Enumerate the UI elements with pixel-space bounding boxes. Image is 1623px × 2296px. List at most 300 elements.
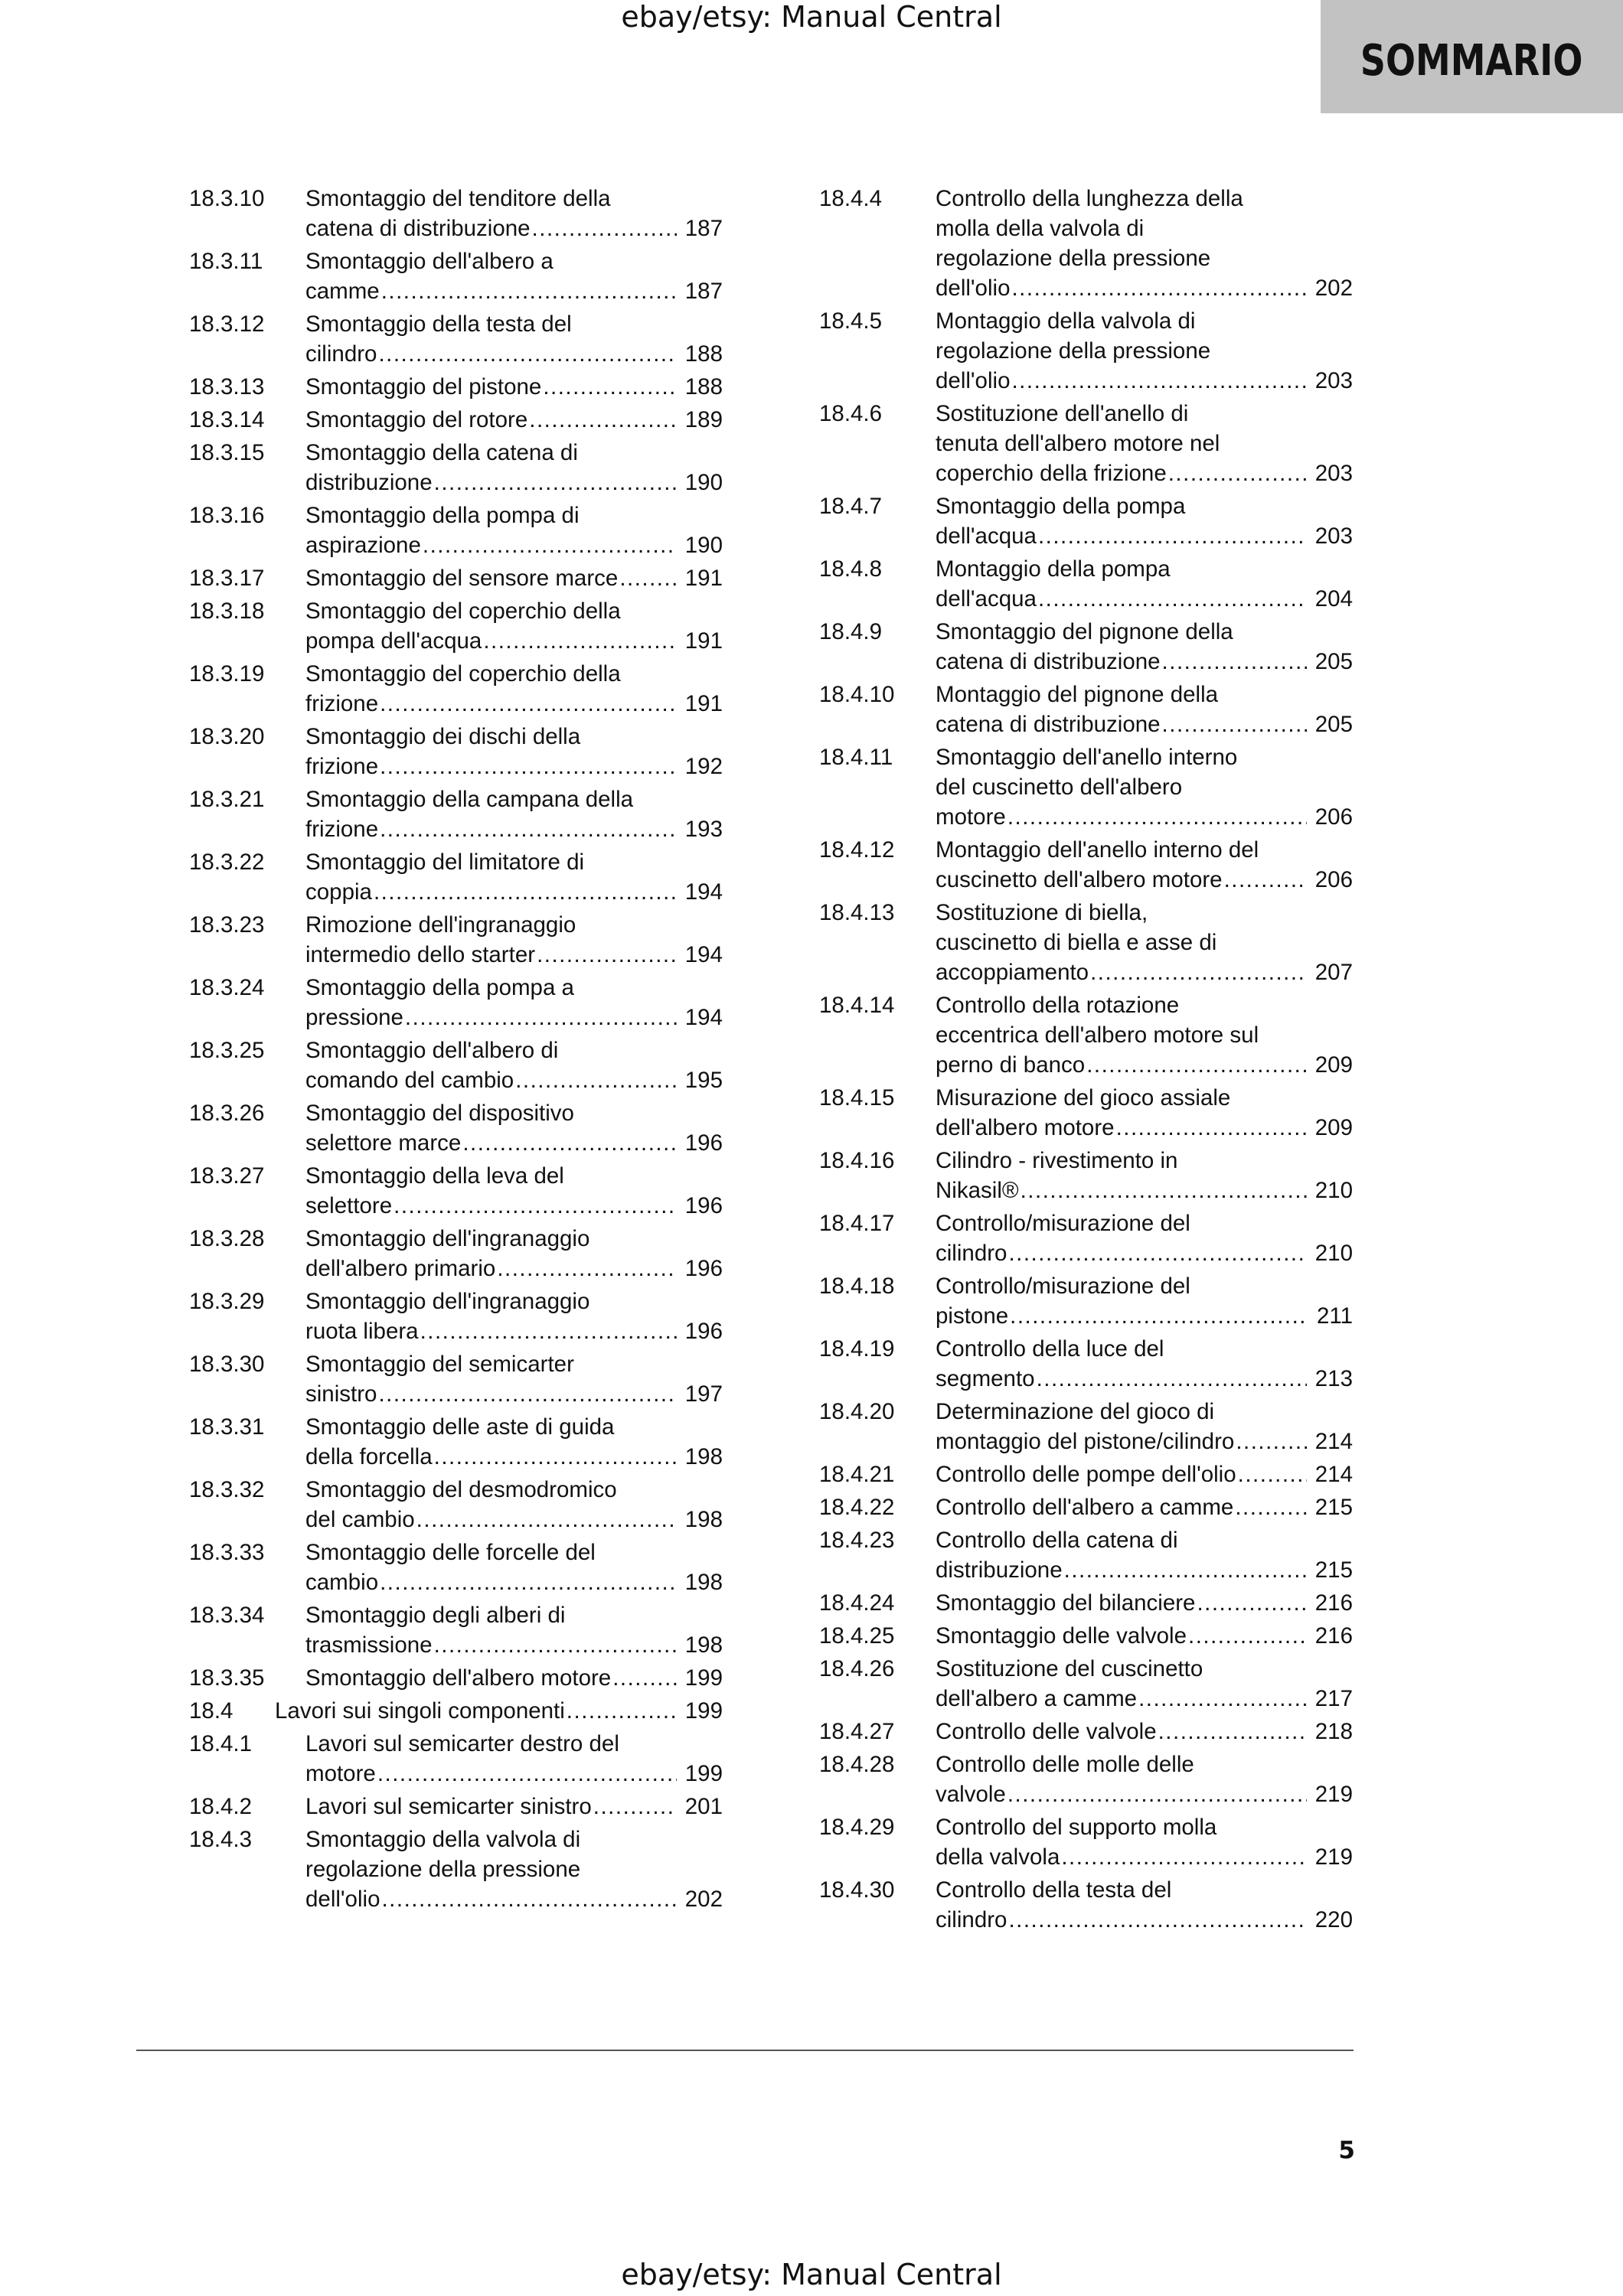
toc-entry[interactable]: [189, 1792, 725, 1821]
toc-entry-number: 18.4.6: [819, 401, 883, 426]
toc-entry-title-line: Controllo dell'albero a camme: [936, 1495, 1234, 1520]
toc-entry-title-line: dell'olio: [936, 276, 1011, 301]
dot-leader: [381, 1884, 677, 1914]
toc-entry-title-line: Smontaggio della leva del: [305, 1163, 564, 1189]
toc-entry[interactable]: [189, 1161, 725, 1221]
toc-entry[interactable]: [189, 1663, 725, 1693]
dot-leader: [612, 1663, 677, 1693]
toc-entry[interactable]: [819, 184, 1355, 303]
toc-entry-number: 18.3.11: [189, 249, 263, 274]
toc-entry-number: 18.3.34: [189, 1603, 265, 1628]
dot-leader: [1188, 1621, 1307, 1651]
toc-entry-title-line: cilindro: [936, 1907, 1007, 1932]
toc-entry[interactable]: [819, 491, 1355, 551]
toc-entry-page: 215: [1314, 1495, 1353, 1520]
dot-leader: [1197, 1588, 1307, 1618]
toc-entry[interactable]: [189, 405, 725, 435]
toc-entry-page: 216: [1314, 1590, 1353, 1616]
dot-leader: [537, 940, 677, 970]
toc-entry-title-line: Smontaggio del rotore: [305, 407, 528, 432]
toc-entry-number: 18.3.23: [189, 912, 265, 938]
toc-entry-number: 18.3.22: [189, 850, 265, 875]
toc-entry-number: 18.4.26: [819, 1656, 895, 1681]
toc-entry-page: 198: [684, 1507, 723, 1532]
toc-entry-title-line: pompa dell'acqua: [305, 628, 482, 654]
toc-entry-title-line: Montaggio dell'anello interno del: [936, 837, 1259, 863]
toc-entry-title-line: Smontaggio della pompa a: [305, 975, 574, 1000]
page-header: ebay/etsy: Manual Central: [621, 0, 1002, 34]
toc-entry-page: 199: [684, 1698, 723, 1724]
dot-leader: [515, 1065, 677, 1095]
toc-entry-title-line: Smontaggio delle forcelle del: [305, 1540, 596, 1565]
toc-entry[interactable]: [189, 659, 725, 719]
toc-entry-page: 187: [684, 216, 723, 241]
toc-entry-title-line: cuscinetto dell'albero motore: [936, 867, 1223, 892]
toc-entry[interactable]: [819, 898, 1355, 987]
toc-entry-title-line: cilindro: [305, 341, 377, 367]
dot-leader: [1158, 1717, 1307, 1746]
toc-entry-page: 210: [1314, 1178, 1353, 1203]
toc-entry-page: 209: [1314, 1115, 1353, 1140]
toc-entry[interactable]: [819, 1750, 1355, 1809]
dot-leader: [593, 1792, 677, 1821]
toc-entry-number: 18.4.2: [189, 1794, 253, 1819]
toc-entry-title-line: Controllo/misurazione del: [936, 1211, 1190, 1236]
toc-entry-title-line: Montaggio del pignone della: [936, 682, 1219, 707]
toc-entry[interactable]: [189, 1035, 725, 1095]
dot-leader: [619, 563, 677, 593]
toc-entry-number: 18.4.15: [819, 1085, 895, 1110]
dot-leader: [1086, 1050, 1307, 1080]
toc-entry-number: 18.4.4: [819, 186, 883, 211]
toc-entry-page: 192: [684, 754, 723, 779]
dot-leader: [497, 1254, 677, 1283]
toc-entry-number: 18.3.16: [189, 503, 265, 528]
toc-entry-title-line: aspirazione: [305, 533, 421, 558]
toc-entry[interactable]: [819, 1397, 1355, 1456]
toc-entry-title-line: catena di distribuzione: [305, 216, 531, 241]
toc-entry-title-line: Lavori sui singoli componenti: [275, 1698, 565, 1724]
toc-entry-title-line: eccentrica dell'albero motore sul: [936, 1022, 1259, 1048]
toc-entry-title-line: dell'albero motore: [936, 1115, 1115, 1140]
toc-entry-number: 18.4.13: [819, 900, 895, 925]
toc-entry-page: 197: [684, 1381, 723, 1407]
toc-entry-title-line: Rimozione dell'ingranaggio: [305, 912, 576, 938]
dot-leader: [1008, 1905, 1307, 1935]
toc-entry-page: 213: [1314, 1366, 1353, 1391]
dot-leader: [378, 339, 677, 369]
toc-entry-title-line: Smontaggio dell'albero a: [305, 249, 554, 274]
toc-entry-number: 18.4.5: [819, 308, 883, 334]
toc-entry-page: 201: [684, 1794, 723, 1819]
toc-entry-page: 205: [1314, 649, 1353, 674]
toc-entry-title-line: intermedio dello starter: [305, 942, 536, 967]
toc-entry-page: 198: [684, 1444, 723, 1469]
toc-entry[interactable]: [189, 1349, 725, 1409]
dot-leader: [1168, 458, 1307, 488]
toc-entry[interactable]: [189, 910, 725, 970]
toc-entry-title-line: Smontaggio del tenditore della: [305, 186, 611, 211]
toc-entry[interactable]: [189, 1098, 725, 1158]
toc-entry-title-line: Smontaggio delle valvole: [936, 1623, 1187, 1649]
toc-entry-number: 18.3.31: [189, 1414, 265, 1440]
dot-leader: [1064, 1555, 1307, 1585]
toc-entry[interactable]: [819, 617, 1355, 677]
dot-leader: [1011, 273, 1307, 303]
dot-leader: [1038, 521, 1307, 551]
toc-entry-title-line: cuscinetto di biella e asse di: [936, 930, 1217, 955]
toc-entry-number: 18.3.19: [189, 661, 265, 687]
toc-entry-title-line: motore: [936, 804, 1006, 830]
toc-entry-title-line: ruota libera: [305, 1319, 419, 1344]
toc-entry-title-line: del cambio: [305, 1507, 415, 1532]
toc-entry-title-line: dell'acqua: [936, 523, 1037, 549]
dot-leader: [1007, 802, 1307, 832]
toc-entry-title-line: Smontaggio della valvola di: [305, 1827, 581, 1852]
dot-leader: [532, 214, 677, 243]
toc-entry-title-line: Controllo delle molle delle: [936, 1752, 1194, 1777]
toc-entry-page: 219: [1314, 1782, 1353, 1807]
toc-entry-title-line: distribuzione: [305, 470, 433, 495]
toc-entry-page: 194: [684, 1005, 723, 1030]
toc-entry-title-line: dell'albero primario: [305, 1256, 496, 1281]
toc-entry-number: 18.4.11: [819, 745, 893, 770]
toc-entry[interactable]: [189, 1825, 725, 1914]
dot-leader: [1008, 1238, 1307, 1268]
dot-leader: [567, 1696, 677, 1726]
toc-entry[interactable]: [819, 1271, 1355, 1331]
toc-entry-title-line: Controllo/misurazione del: [936, 1274, 1190, 1299]
toc-entry[interactable]: [819, 1525, 1355, 1585]
toc-entry-title-line: del cuscinetto dell'albero: [936, 775, 1183, 800]
toc-entry-number: 18.3.24: [189, 975, 265, 1000]
toc-entry[interactable]: [189, 1729, 725, 1789]
toc-entry-title-line: Cilindro - rivestimento in: [936, 1148, 1178, 1173]
toc-entry-title-line: Controllo della rotazione: [936, 993, 1180, 1018]
toc-entry-title-line: Smontaggio del sensore marce: [305, 566, 619, 591]
toc-entry-title-line: Nikasil®: [936, 1178, 1019, 1203]
toc-entry[interactable]: [189, 246, 725, 306]
toc-entry[interactable]: [819, 1812, 1355, 1872]
toc-entry-number: 18.4.23: [819, 1528, 895, 1553]
toc-entry[interactable]: [189, 184, 725, 243]
toc-entry-title-line: camme: [305, 279, 380, 304]
toc-entry-page: 191: [684, 691, 723, 716]
toc-entry-title-line: Controllo della luce del: [936, 1336, 1164, 1362]
toc-entry-title-line: Smontaggio dei dischi della: [305, 724, 581, 749]
toc-entry-page: 190: [684, 533, 723, 558]
dot-leader: [434, 468, 677, 497]
toc-entry-title-line: cambio: [305, 1570, 379, 1595]
toc-entry-page: 202: [1314, 276, 1353, 301]
toc-entry-number: 18.4.17: [819, 1211, 895, 1236]
toc-entry-page: 203: [1314, 368, 1353, 393]
toc-entry-number: 18.3.26: [189, 1101, 265, 1126]
dot-leader: [416, 1505, 677, 1534]
toc-entry-number: 18.3.21: [189, 787, 265, 812]
toc-entry[interactable]: [819, 835, 1355, 895]
toc-entry[interactable]: [189, 1287, 725, 1346]
dot-leader: [1116, 1113, 1307, 1143]
toc-entry-title-line: dell'albero a camme: [936, 1686, 1138, 1711]
dot-leader: [420, 1316, 677, 1346]
toc-entry-number: 18.3.20: [189, 724, 265, 749]
toc-entry-page: 216: [1314, 1623, 1353, 1649]
toc-entry-number: 18.4.18: [819, 1274, 895, 1299]
toc-entry[interactable]: [819, 990, 1355, 1080]
toc-entry-title-line: Controllo delle pompe dell'olio: [936, 1462, 1236, 1487]
toc-entry-title-line: dell'olio: [936, 368, 1011, 393]
toc-entry[interactable]: [189, 1412, 725, 1472]
toc-entry[interactable]: [819, 1717, 1355, 1746]
toc-entry-title-line: pistone: [936, 1303, 1009, 1329]
toc-entry-number: 18.3.10: [189, 186, 265, 211]
dot-leader: [1162, 647, 1307, 677]
toc-entry[interactable]: [819, 742, 1355, 832]
toc-entry[interactable]: [819, 680, 1355, 739]
dot-leader: [380, 752, 677, 781]
toc-entry[interactable]: [819, 1621, 1355, 1651]
toc-entry-number: 18.4: [189, 1698, 233, 1724]
toc-entry-title-line: catena di distribuzione: [936, 649, 1161, 674]
toc-entry-title-line: coppia: [305, 879, 372, 905]
toc-entry[interactable]: [189, 438, 725, 497]
section-tab: [1321, 0, 1623, 113]
toc-entry-number: 18.4.27: [819, 1719, 895, 1744]
dot-leader: [1038, 584, 1307, 614]
toc-entry[interactable]: [189, 563, 725, 593]
toc-entry-title-line: Smontaggio del coperchio della: [305, 598, 621, 624]
toc-entry[interactable]: [819, 554, 1355, 614]
toc-entry[interactable]: [189, 1475, 725, 1534]
toc-entry-title-line: motore: [305, 1761, 376, 1786]
toc-entry-title-line: Controllo del supporto molla: [936, 1815, 1217, 1840]
toc-entry-title-line: Sostituzione di biella,: [936, 900, 1148, 925]
dot-leader: [1007, 1779, 1307, 1809]
toc-entry-page: 211: [1316, 1303, 1353, 1329]
dot-leader: [1138, 1684, 1307, 1714]
toc-entry-title-line: dell'olio: [305, 1887, 380, 1912]
toc-entry-title-line: Smontaggio dell'albero motore: [305, 1665, 612, 1691]
toc-entry-title-line: Smontaggio degli alberi di: [305, 1603, 566, 1628]
toc-entry-number: 18.3.29: [189, 1289, 265, 1314]
toc-entry-title-line: Controllo della lunghezza della: [936, 186, 1243, 211]
toc-entry-title-line: dell'acqua: [936, 586, 1037, 612]
toc-entry-title-line: Smontaggio del desmodromico: [305, 1477, 617, 1502]
dot-leader: [381, 276, 677, 306]
toc-entry-title-line: Smontaggio dell'ingranaggio: [305, 1226, 590, 1251]
toc-entry-title-line: regolazione della pressione: [936, 338, 1211, 364]
toc-entry-number: 18.3.13: [189, 374, 265, 400]
toc-entry[interactable]: [189, 501, 725, 560]
dot-leader: [405, 1003, 677, 1032]
toc-entry-title-line: Misurazione del gioco assiale: [936, 1085, 1231, 1110]
toc-entry-title-line: Lavori sul semicarter destro del: [305, 1731, 619, 1756]
toc-entry[interactable]: [819, 1146, 1355, 1205]
toc-entry-page: 188: [684, 374, 723, 400]
toc-entry-number: 18.4.30: [819, 1877, 895, 1903]
dot-leader: [374, 877, 677, 907]
toc-entry-title-line: Montaggio della valvola di: [936, 308, 1196, 334]
dot-leader: [1236, 1427, 1307, 1456]
toc-entry-page: 207: [1314, 960, 1353, 985]
toc-entry-number: 18.4.8: [819, 556, 883, 582]
toc-entry-title-line: cilindro: [936, 1241, 1007, 1266]
toc-entry-title-line: Montaggio della pompa: [936, 556, 1171, 582]
toc-entry-title-line: perno di banco: [936, 1052, 1086, 1078]
toc-entry-title-line: selettore marce: [305, 1130, 462, 1156]
toc-entry-number: 18.3.27: [189, 1163, 265, 1189]
toc-entry-title-line: pressione: [305, 1005, 403, 1030]
dot-leader: [1061, 1842, 1307, 1872]
toc-entry-title-line: Smontaggio del coperchio della: [305, 661, 621, 687]
dot-leader: [1037, 1364, 1307, 1394]
toc-entry-title-line: Smontaggio del pistone: [305, 374, 542, 400]
toc-entry[interactable]: [819, 1459, 1355, 1489]
toc-entry-number: 18.3.30: [189, 1352, 265, 1377]
toc-entry-title-line: Smontaggio della pompa di: [305, 503, 580, 528]
toc-entry[interactable]: [819, 1083, 1355, 1143]
toc-entry-title-line: montaggio del pistone/cilindro: [936, 1429, 1235, 1454]
toc-entry-number: 18.3.12: [189, 311, 265, 337]
toc-entry[interactable]: [819, 1208, 1355, 1268]
toc-entry-title-line: valvole: [936, 1782, 1006, 1807]
toc-entry-number: 18.3.17: [189, 566, 265, 591]
toc-entry-title-line: Lavori sul semicarter sinistro: [305, 1794, 592, 1819]
toc-entry-title-line: Smontaggio del pignone della: [936, 619, 1233, 644]
toc-entry[interactable]: [819, 1588, 1355, 1618]
toc-entry[interactable]: [189, 1696, 725, 1726]
toc-entry-title-line: Controllo della catena di: [936, 1528, 1178, 1553]
toc-entry-number: 18.4.21: [819, 1462, 895, 1487]
toc-entry-title-line: distribuzione: [936, 1557, 1063, 1583]
toc-entry-number: 18.4.29: [819, 1815, 895, 1840]
toc-entry-title-line: Determinazione del gioco di: [936, 1399, 1215, 1424]
dot-leader: [434, 1630, 677, 1660]
toc-entry[interactable]: [189, 1538, 725, 1597]
toc-entry-page: 204: [1314, 586, 1353, 612]
toc-entry-title-line: Sostituzione del cuscinetto: [936, 1656, 1203, 1681]
toc-entry[interactable]: [189, 1600, 725, 1660]
toc-entry[interactable]: [819, 306, 1355, 396]
toc-entry-number: 18.4.10: [819, 682, 895, 707]
toc-column-left: [189, 184, 725, 1917]
toc-entry-number: 18.3.18: [189, 598, 265, 624]
toc-entry-title-line: frizione: [305, 817, 379, 842]
toc-entry-number: 18.3.15: [189, 440, 265, 465]
toc-entry-title-line: Sostituzione dell'anello di: [936, 401, 1189, 426]
toc-entry-title-line: sinistro: [305, 1381, 377, 1407]
toc-entry-title-line: regolazione della pressione: [936, 246, 1211, 271]
toc-entry-number: 18.4.14: [819, 993, 895, 1018]
dot-leader: [380, 689, 677, 719]
toc-entry-page: 190: [684, 470, 723, 495]
toc-entry-title-line: Smontaggio del bilanciere: [936, 1590, 1196, 1616]
toc-entry-number: 18.3.35: [189, 1665, 265, 1691]
toc-entry[interactable]: [819, 1654, 1355, 1714]
dot-leader: [1238, 1459, 1307, 1489]
toc-entry-title-line: Smontaggio del dispositivo: [305, 1101, 574, 1126]
toc-entry-number: 18.4.20: [819, 1399, 895, 1424]
toc-entry-title-line: frizione: [305, 754, 379, 779]
toc-entry-number: 18.4.19: [819, 1336, 895, 1362]
toc-entry-page: 206: [1314, 804, 1353, 830]
toc-entry-page: 196: [684, 1256, 723, 1281]
toc-entry-page: 189: [684, 407, 723, 432]
toc-entry[interactable]: [189, 847, 725, 907]
toc-entry-page: 193: [684, 817, 723, 842]
toc-entry-page: 206: [1314, 867, 1353, 892]
toc-entry-title-line: Controllo della testa del: [936, 1877, 1172, 1903]
toc-entry-page: 203: [1314, 461, 1353, 486]
toc-entry-title-line: Smontaggio dell'albero di: [305, 1038, 559, 1063]
toc-entry-page: 199: [684, 1665, 723, 1691]
toc-entry[interactable]: [819, 1875, 1355, 1935]
toc-entry-title-line: molla della valvola di: [936, 216, 1145, 241]
toc-entry-page: 199: [684, 1761, 723, 1786]
toc-entry-number: 18.4.22: [819, 1495, 895, 1520]
toc-entry-title-line: catena di distribuzione: [936, 712, 1161, 737]
toc-entry-title-line: Controllo delle valvole: [936, 1719, 1157, 1744]
toc-entry-title-line: Smontaggio dell'ingranaggio: [305, 1289, 590, 1314]
toc-entry-number: 18.3.14: [189, 407, 265, 432]
toc-entry-title-line: della forcella: [305, 1444, 433, 1469]
toc-entry-title-line: Smontaggio del semicarter: [305, 1352, 574, 1377]
toc-entry[interactable]: [189, 784, 725, 844]
dot-leader: [377, 1759, 677, 1789]
toc-entry-title-line: Smontaggio delle aste di guida: [305, 1414, 615, 1440]
dot-leader: [1011, 366, 1307, 396]
section-tab-label: SOMMARIO: [1360, 35, 1583, 86]
dot-leader: [483, 626, 677, 656]
toc-entry-page: 202: [684, 1887, 723, 1912]
toc-entry[interactable]: [189, 973, 725, 1032]
toc-entry-page: 191: [684, 628, 723, 654]
toc-entry[interactable]: [189, 722, 725, 781]
toc-entry-title-line: selettore: [305, 1193, 393, 1218]
toc-entry[interactable]: [819, 1492, 1355, 1522]
toc-column-right: [819, 184, 1355, 1938]
toc-entry[interactable]: [189, 372, 725, 402]
toc-entry[interactable]: [189, 596, 725, 656]
toc-entry-title-line: Smontaggio della testa del: [305, 311, 572, 337]
toc-entry-page: 217: [1314, 1686, 1353, 1711]
dot-leader: [1235, 1492, 1307, 1522]
toc-entry[interactable]: [819, 1334, 1355, 1394]
toc-entry-number: 18.4.9: [819, 619, 883, 644]
page-number: 5: [1338, 2137, 1355, 2164]
toc-entry-title-line: tenuta dell'albero motore nel: [936, 431, 1220, 456]
toc-entry-page: 196: [684, 1130, 723, 1156]
toc-entry-page: 194: [684, 942, 723, 967]
toc-entry-page: 218: [1314, 1719, 1353, 1744]
dot-leader: [434, 1442, 677, 1472]
toc-entry-page: 196: [684, 1319, 723, 1344]
toc-entry-number: 18.4.12: [819, 837, 895, 863]
toc-entry[interactable]: [189, 1224, 725, 1283]
toc-entry-number: 18.3.33: [189, 1540, 265, 1565]
dot-leader: [380, 1567, 677, 1597]
toc-entry-number: 18.4.25: [819, 1623, 895, 1649]
dot-leader: [380, 814, 677, 844]
dot-leader: [378, 1379, 677, 1409]
toc-entry-page: 198: [684, 1632, 723, 1658]
toc-entry[interactable]: [819, 399, 1355, 488]
toc-entry-page: 219: [1314, 1844, 1353, 1870]
toc-entry-title-line: regolazione della pressione: [305, 1857, 581, 1882]
toc-entry-page: 196: [684, 1193, 723, 1218]
toc-entry[interactable]: [189, 309, 725, 369]
